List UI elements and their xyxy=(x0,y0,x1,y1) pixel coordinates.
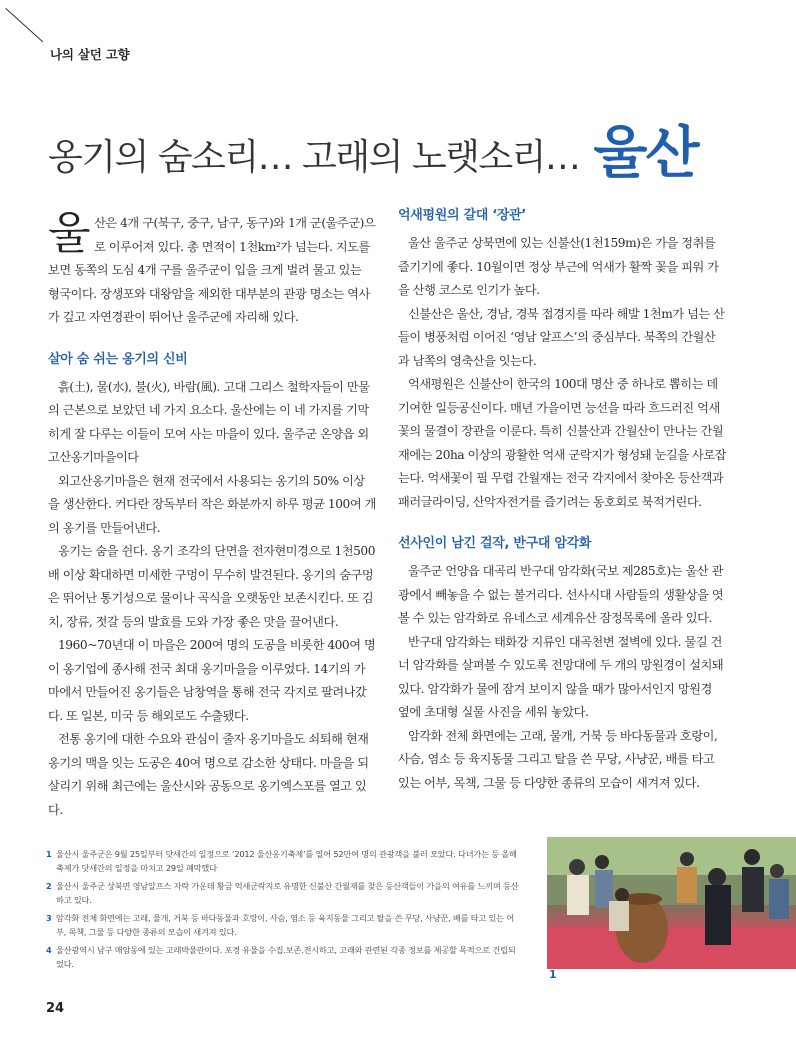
caption-text: 울산시 울주군은 9월 25일부터 닷새간의 일정으로 ‘2012 울산옹기축제’를 열어 52만여 명의 관광객을 불러 모았다. 다녀가는 등 올해 축제가 닷새간의 일정을 마치고 29일 폐막했다 xyxy=(56,849,517,873)
caption-text: 울산광역시 남구 매암동에 있는 고래박물관이다. 포경 유물을 수집.보존.전시하고, 고래와 관련된 각종 정보를 제공할 목적으로 건립되었다. xyxy=(56,945,516,969)
festival-photo xyxy=(547,837,796,969)
body-paragraph: 1960~70년대 이 마을은 200여 명의 도공을 비롯한 400여 명이 옹기업에 종사해 전국 최대 옹기마을을 이루었다. 14기의 가마에서 만들어진 옹기들은 남창역을 통해 전국 각지로 팔려나갔다. 또 일본, 미국 등 해외로도 수출됐다. xyxy=(48,638,376,723)
title-accent: 울산 xyxy=(593,121,698,186)
caption-text: 울산시 울주군 상북면 영남알프스 자락 가운데 황금 억새군락지로 유명한 신불산 간월재를 찾은 등산객들이 가을의 여유를 느끼며 등산하고 있다. xyxy=(56,881,519,905)
section2-heading: 억새평원의 갈대 ‘장관’ xyxy=(398,208,527,223)
body-paragraph: 울산 울주군 상북면에 있는 신불산(1천159m)은 가을 정취를 즐기기에 좋다. 10월이면 정상 부근에 억새가 활짝 꽃을 피워 가을 산행 코스로 인기가 높다. xyxy=(398,236,719,297)
page-number: 24 xyxy=(46,1001,65,1016)
caption-item xyxy=(46,880,520,907)
left-column xyxy=(48,208,376,822)
body-paragraph: 외고산옹기마을은 현재 전국에서 사용되는 옹기의 50% 이상을 생산한다. 커다란 장독부터 작은 화분까지 하루 평균 100여 개의 옹기를 만들어낸다. xyxy=(48,473,376,535)
section-label: 나의 살던 고향 xyxy=(50,47,130,62)
caption-number: 2 xyxy=(46,881,52,891)
body-paragraph: 옹기는 숨을 쉰다. 옹기 조각의 단면을 전자현미경으로 1천500배 이상 확대하면 미세한 구멍이 무수히 발견된다. 옹기의 숨구멍은 뛰어난 통기성으로 물이나 곡식을 오랫동안 보존시킨다. 또 김치, 장류, 젓갈 등의 발효를 도와 가장 좋은 맛을 끌어낸다. xyxy=(48,544,376,629)
photo-number: 1 xyxy=(549,968,557,981)
photo-captions xyxy=(46,848,520,976)
caption-item xyxy=(46,944,520,971)
caption-number: 1 xyxy=(46,849,52,859)
body-paragraph: 신불산은 울산, 경남, 경북 접경지를 따라 해발 1천m가 넘는 산들이 병풍처럼 이어진 ‘영남 알프스’의 중심부다. 북쪽의 간월산과 남쪽의 영축산을 잇는다. xyxy=(398,306,725,368)
intro-paragraph xyxy=(48,208,376,330)
caption-text: 암각화 전체 화면에는 고래, 물개, 거북 등 바다동물과 호랑이, 사슴, 염소 등 육지동물 그리고 탈을 쓴 무당, 사냥꾼, 배를 타고 있는 어부, 목책, 그물 등 다양한 종류의 모습이 새겨져 있다. xyxy=(56,913,515,937)
caption-number: 4 xyxy=(46,945,52,955)
section3-heading: 선사인이 남긴 걸작, 반구대 암각화 xyxy=(398,536,592,551)
body-paragraph: 흙(土), 물(水), 불(火), 바람(風). 고대 그리스 철학자들이 만물의 근본으로 보았던 네 가지 요소다. 울산에는 이 네 가지를 기막히게 잘 다루는 이들이 모여 사는 마을이 있다. 울주군 온양읍 외고산옹기마을이다 xyxy=(48,379,370,464)
body-paragraph: 억새평원은 신불산이 한국의 100대 명산 중 하나로 뽑히는 데 기여한 일등공신이다. 매년 가을이면 능선을 따라 흐드러진 억새꽃의 물결이 장관을 이룬다. 특히 신불산과 간월산이 만나는 간월재에는 20ha 이상의 광활한 억새 군락지가 형성돼 눈길을 사로잡는다. 억새꽃이 필 무렵 간월재는 전국 각지에서 찾아온 등산객과 패러글라이딩, 산악자전거를 즐기려는 동호회로 북적거린다. xyxy=(398,377,726,509)
page-title xyxy=(48,112,698,186)
body-paragraph: 반구대 암각화는 태화강 지류인 대곡천변 절벽에 있다. 물길 건너 암각화를 살펴볼 수 있도록 전망대에 두 개의 망원경이 설치돼 있다. 암각화가 물에 잠겨 보이지 않을 때가 많아서인지 망원경 옆에 초대형 실물 사진을 세워 놓았다. xyxy=(398,634,724,719)
caption-item xyxy=(46,912,520,939)
title-main: 옹기의 숨소리… 고래의 노랫소리… xyxy=(48,137,580,178)
body-paragraph: 울주군 언양읍 대곡리 반구대 암각화(국보 제285호)는 울산 관광에서 빼놓을 수 없는 볼거리다. 선사시대 사람들의 생활상을 엿볼 수 있는 암각화로 유네스코 세계유산 잠정목록에 올라 있다. xyxy=(398,564,724,625)
drop-cap: 울 xyxy=(48,208,91,259)
body-paragraph: 암각화 전체 화면에는 고래, 물개, 거북 등 바다동물과 호랑이, 사슴, 염소 등 육지동물 그리고 탈을 쓴 무당, 사냥꾼, 배를 타고 있는 어부, 목책, 그물 등 다양한 종류의 모습이 새겨져 있다. xyxy=(398,728,718,790)
body-paragraph: 전통 옹기에 대한 수요와 관심이 줄자 옹기마을도 쇠퇴해 현재 옹기의 맥을 잇는 도공은 40여 명으로 감소한 상태다. 마을을 되살리기 위해 최근에는 울산시와 공동으로 옹기엑스포를 열고 있다. xyxy=(48,732,369,817)
section1-heading: 살아 숨 쉬는 옹기의 신비 xyxy=(48,351,188,367)
right-column xyxy=(398,208,726,795)
caption-number: 3 xyxy=(46,913,52,923)
intro-text: 산은 4개 구(북구, 중구, 남구, 동구)와 1개 군(울주군)으로 이루어져 있다. 총 면적이 1천km²가 넘는다. 지도를 보면 동쪽의 도심 4개 구를 울주군이 입을 크게 벌려 물고 있는 형국이다. 장생포와 대왕암을 제외한 대부분의 관광 명소는 역사가 깊고 자연경관이 뛰어난 울주군에 자리해 있다. xyxy=(48,216,376,324)
festival-photo-illustration xyxy=(547,837,796,969)
caption-item xyxy=(46,848,520,875)
corner-decoration-line xyxy=(5,8,43,42)
